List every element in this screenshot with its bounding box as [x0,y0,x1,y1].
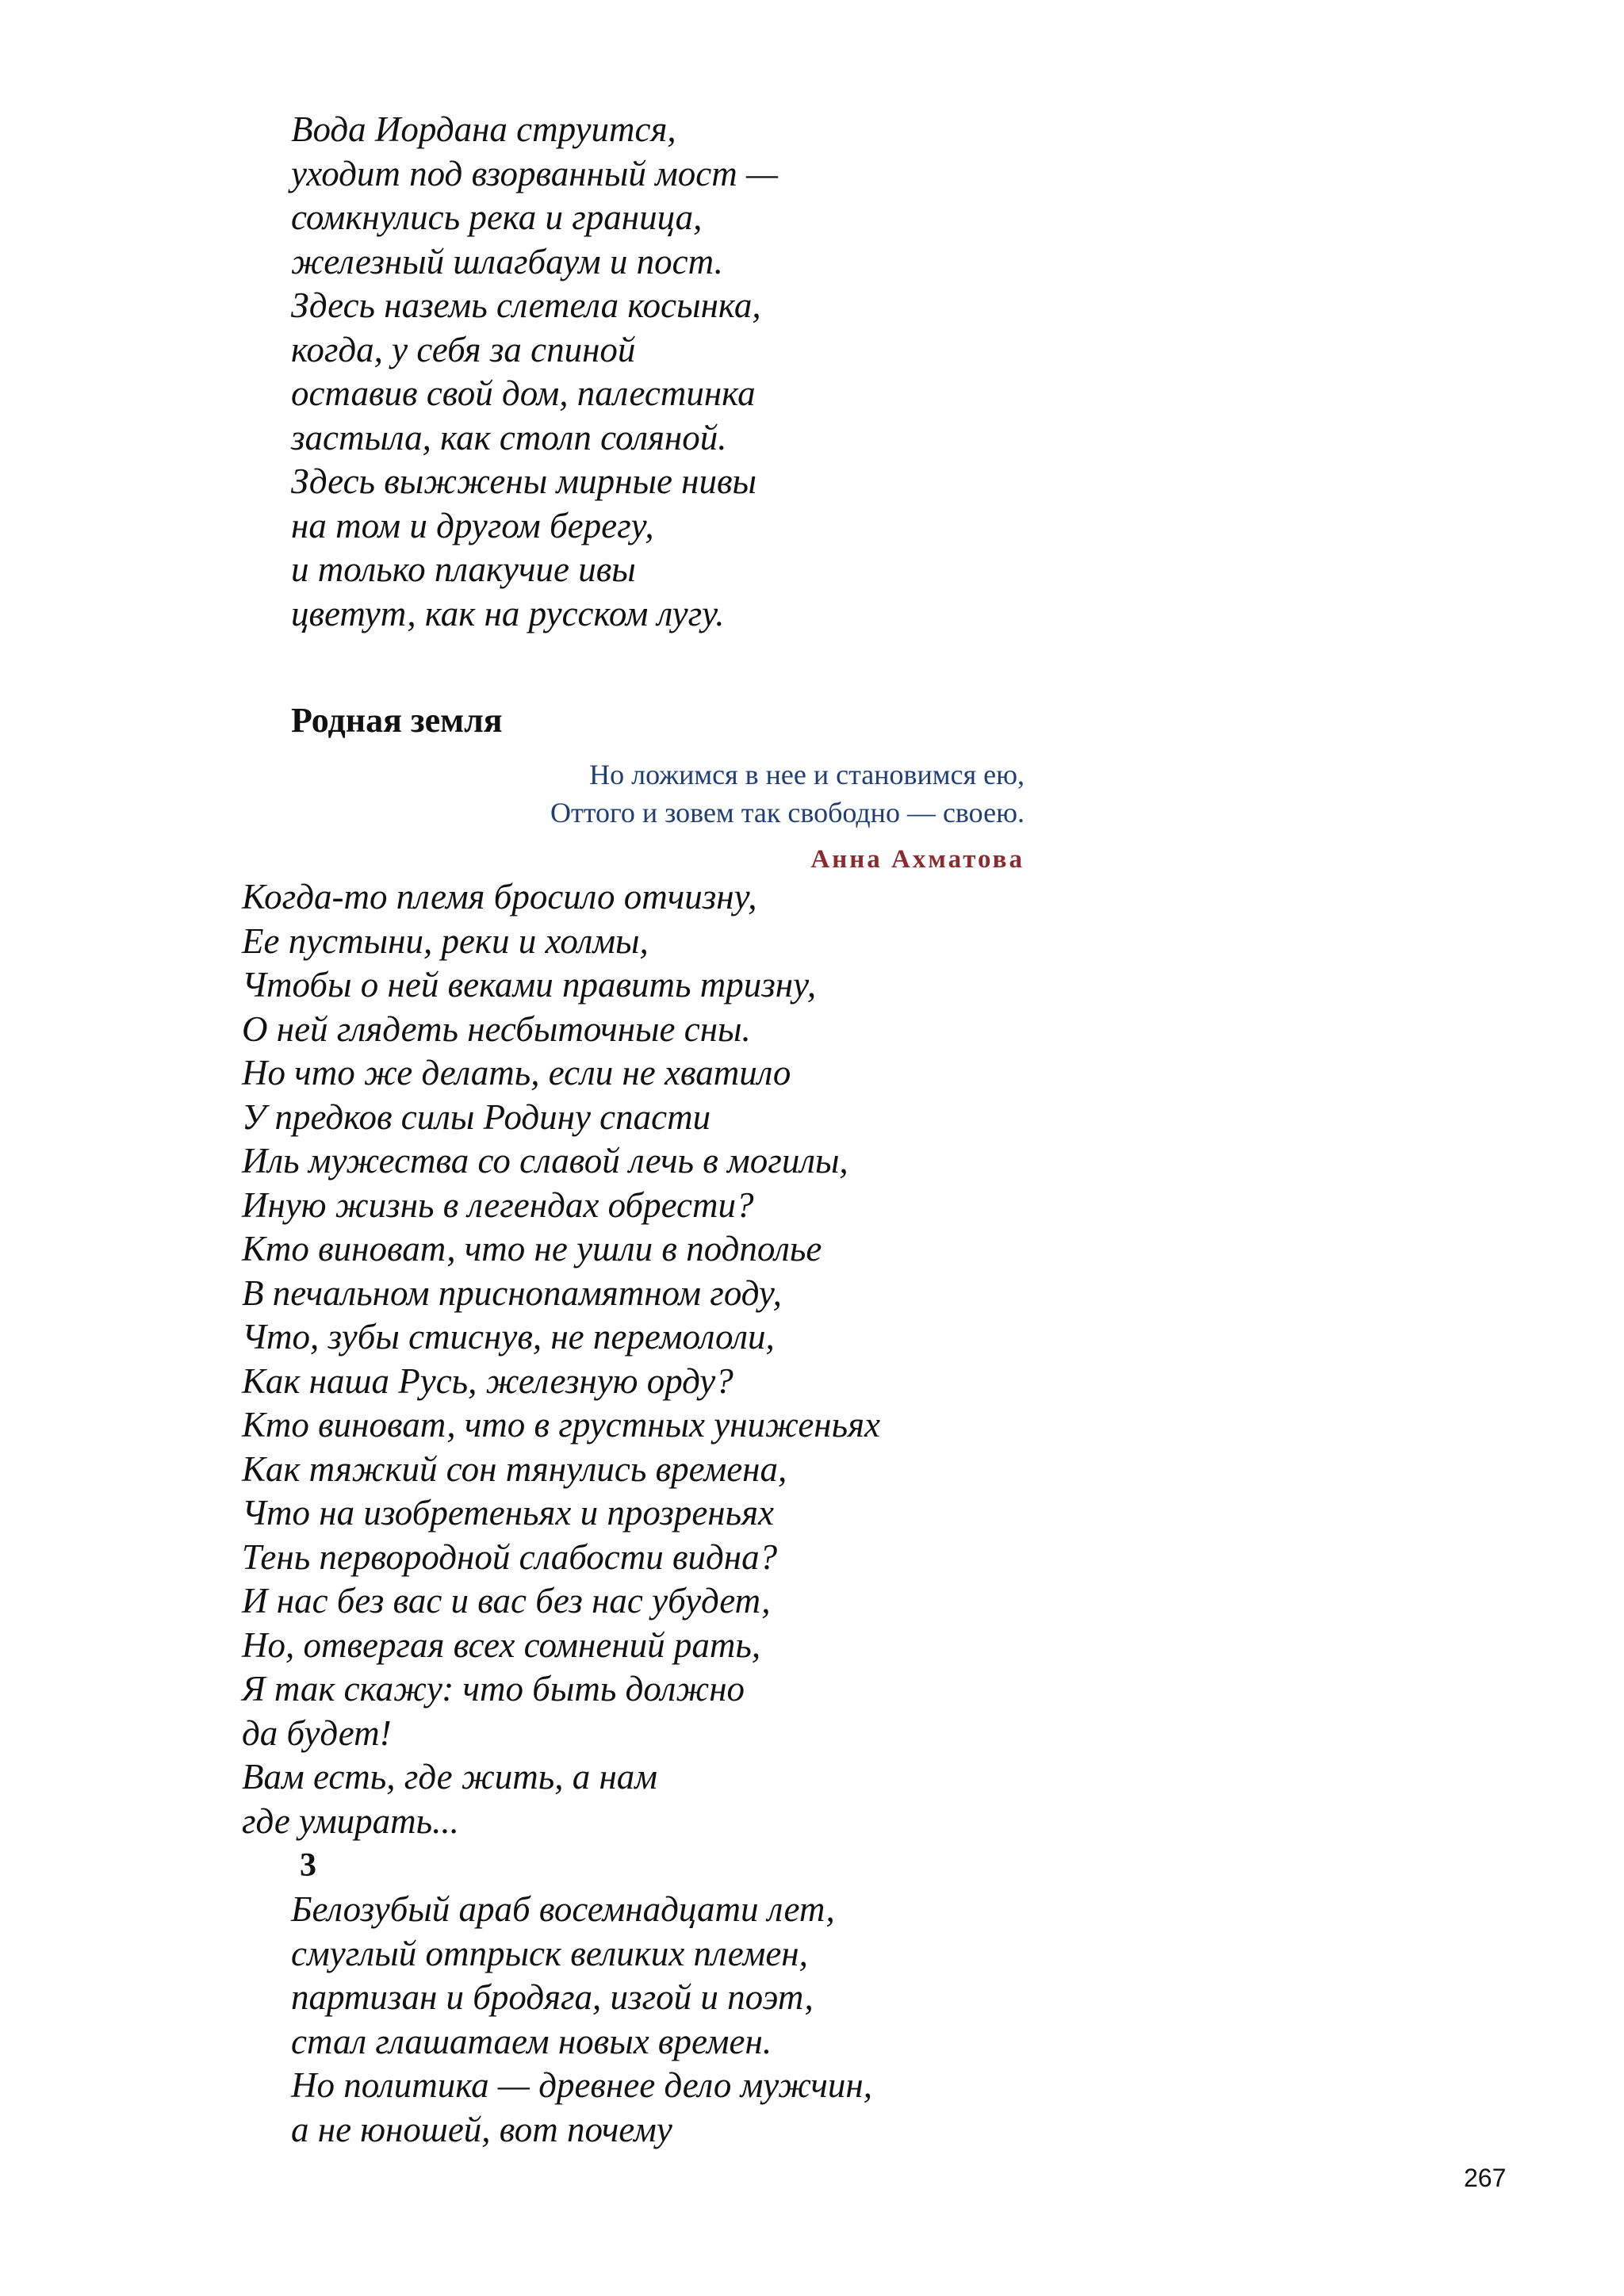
poem-line: Как наша Русь, железную орду? [242,1360,733,1401]
poem-line: да будет! [242,1712,392,1753]
poem-line: застыла, как столп соляной. [291,417,727,457]
poem-line: Я так скажу: что быть должно [242,1669,745,1709]
poem-line: железный шлагбаум и пост. [291,241,723,281]
poem-line: Но политика — древнее дело мужчин, [291,2065,872,2105]
poem-jordan [291,108,778,636]
page-number: 267 [1464,2164,1507,2192]
poem-title: Родная земля [291,701,503,740]
poem-line: смуглый отпрыск великих племен, [291,1933,808,1973]
poem-line: Вам есть, где жить, а нам [242,1757,658,1797]
poem-line: где умирать... [242,1800,459,1841]
poem-line: Белозубый араб восемнадцати лет, [291,1889,835,1929]
poem-line: Что на изобретеньях и прозреньях [242,1493,775,1533]
poem-line: стал глашатаем новых времен. [291,2021,772,2061]
poem-line: В печальном приснопамятном году, [242,1272,782,1313]
epigraph-line: Оттого и зовем так свободно — своею. [550,797,1025,828]
poem-line: на том и другом берегу, [291,505,654,545]
poem-line: а не юношей, вот почему [291,2109,672,2149]
poem-line: оставив свой дом, палестинка [291,373,756,413]
poem-line: Иную жизнь в легендах обрести? [242,1184,754,1225]
poem-line: когда, у себя за спиной [291,329,636,369]
poem-line: Чтобы о ней веками править тризну, [242,965,817,1004]
epigraph-line: Но ложимся в нее и становимся ею, [589,759,1025,790]
poem-line: Иль мужества со славой лечь в могилы, [242,1141,848,1181]
poem-line: уходит под взорванный мост — [291,153,779,193]
section-number: 3 [300,1847,316,1884]
poem-line: Вода Иордана струится, [291,109,676,149]
poem-line: Кто виноват, что в грустных униженьях [242,1405,880,1445]
poem-line: партизан и бродяга, изгой и поэт, [291,1977,814,2017]
poem-line: сомкнулись река и граница, [291,197,703,237]
epigraph-author: Анна Ахматова [810,845,1025,874]
poem-line: Ее пустыни, реки и холмы, [242,920,649,961]
poem-line: Кто виноват, что не ушли в подполье [242,1229,822,1269]
poem-section-three [291,1888,872,2152]
poem-line: О ней глядеть несбыточные сны. [242,1008,751,1049]
poem-line: Тень первородной слабости видна? [242,1536,778,1577]
poem-rodnaya [242,875,880,1843]
poem-line: Здесь наземь слетела косынка, [291,285,761,325]
poem-line: цветут, как на русском лугу. [291,593,725,633]
poem-line: и только плакучие ивы [291,549,636,589]
poem-line: И нас без вас и вас без нас убудет, [242,1581,771,1621]
poem-line: Но что же делать, если не хватило [242,1053,791,1093]
poem-line: Что, зубы стиснув, не перемололи, [242,1317,775,1357]
poem-line: У предков силы Родину спасти [242,1096,711,1137]
epigraph [550,756,1025,832]
poem-line: Когда-то племя бросило отчизну, [242,877,757,916]
poem-line: Но, отвергая всех сомнений рать, [242,1624,761,1665]
poem-line: Здесь выжжены мирные нивы [291,461,756,501]
poem-line: Как тяжкий сон тянулись времена, [242,1448,787,1489]
